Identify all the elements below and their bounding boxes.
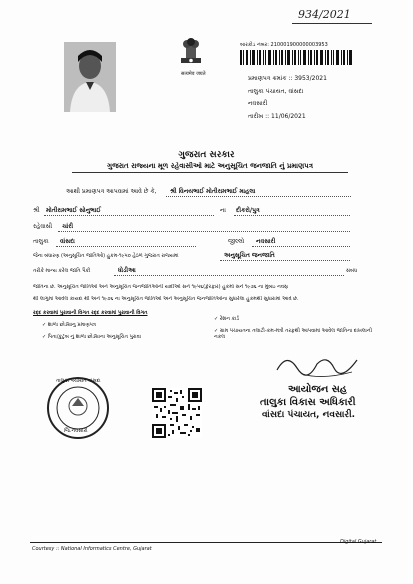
district-label: જીલ્લો (228, 238, 245, 245)
village-label: રહેવાસી (33, 223, 53, 230)
signature-line-2: તાલુકા વિકાસ અધિકારી (260, 397, 356, 408)
evidence-right-1: ✓ રેશન કાર્ડ (214, 316, 240, 322)
signature-line-1: આયોજન સહ (288, 384, 348, 395)
applicant-name: શ્રી વિનયભાઈ મોતીરામભાઈ માહલા (170, 188, 256, 195)
title-underline (72, 172, 348, 173)
taluka-label: તાલુકા (33, 238, 49, 245)
relation-line (234, 215, 350, 216)
relation-prefix: ના (220, 207, 226, 214)
category-value: અનુસૂચિત જનજાતિ (224, 252, 275, 259)
footer-right: Digital Gujarat (340, 539, 377, 545)
office-line-2: નવસારી (248, 100, 268, 107)
evidence-left-1: ✓ શાળા છોડ્યાનુ પ્રમાણપત્ર (42, 322, 97, 328)
father-prefix: શ્રી (33, 207, 40, 214)
village-line (58, 231, 350, 232)
tribe-label: તરીકે માન્ય કરેલ જાતિ પૈકી (33, 268, 91, 274)
seal-ring-text: તાલુકા પંચાયત વાંસદા (56, 378, 101, 384)
paragraph-line-1: જાતિના છે. અનુસૂચિત જાતિઓ અને અનુસૂચિત જનજાતિઓની યાદીઓ સને ૧૯૫૬(ફ઼ેરફાર) હુકમો સને ૧૯૭૬ ના મુંબઇ નવસ્ર (33, 284, 288, 290)
seal-center-text: જિ.નવસારી (64, 428, 88, 434)
gov-name: ગુજરાત સરકાર (178, 150, 235, 160)
village-value: ચાંરી (62, 223, 74, 230)
certificate-title: ગુજરાત રાજ્યના મૂળ રહેવાસીઓ માટે અનુસૂચિત જનજાતિ નું પ્રમાણપત્ર (106, 162, 314, 170)
barcode-number: બારકોડ નંબર: 210001900000003953 (240, 42, 328, 48)
tribe-line (114, 275, 344, 276)
relation-value: દીકરો/પુત્ર (236, 207, 260, 214)
certify-prefix: આથી પ્રમાણપત્ર આપવામાં આવે છે કે, (66, 188, 157, 195)
evidence-right-2: ✓ ગ્રામ પંચાયતના તલાટી-કમ-મંત્રી તરફથી આપવામાં આવેલ જાતિના દાખલાની નકલ (214, 328, 373, 340)
category-line (220, 260, 350, 261)
qr-code (152, 388, 202, 438)
district-line (252, 246, 350, 247)
emblem-caption: सत्यमेव जयते (181, 71, 206, 77)
handwritten-number: 934/2021 (298, 8, 351, 21)
father-name: મોતીરામભાઈ સોનુભાઈ (46, 207, 101, 214)
applicant-photo (64, 42, 116, 112)
footer-divider (30, 542, 382, 543)
paragraph-line-2: થી લાગુમાં આવેલ કાયદા થી અને ૧૯૭૬ ના અનુસૂચિત જાતિઓ અને અનુસૂચિત જનજાતિઓના સુધારેલા હુકમથી સુધારામાં આવે છે. (33, 296, 299, 302)
office-line-1: તાલુકા પંચાયત, વાંસદા (248, 88, 304, 95)
certificate-number: પ્રમાણપત્ર ક્રમાંક :: 3953/2021 (248, 75, 327, 82)
taluka-line (56, 246, 196, 247)
father-name-line (44, 215, 214, 216)
tribe-value: ધોડીઆ (118, 267, 136, 274)
barcode (240, 50, 352, 65)
evidence-left-2: ✓ પિતા/કુટુંબ નું શાળા છોડ્યાના અનુસૂચિત પુરાવા (42, 334, 141, 340)
handwritten-underline (292, 23, 372, 24)
national-emblem (178, 36, 204, 70)
applicant-name-line (166, 196, 351, 197)
footer-left: Courtesy :: National Informatics Centre, Gujarat (32, 546, 152, 552)
taluka-value: વાંસદા (60, 238, 75, 245)
evidence-heading: રદ્દ કરવામાં પુરાવાની વિગત રદ્દ કરવામાં પુરાવાની વિગત (33, 310, 148, 316)
tribe-suffix: સંબંધ (346, 268, 358, 274)
district-value: નવસારી (256, 238, 276, 245)
signature-line-3: વાંસદા પંચાયત, નવસારી. (262, 410, 356, 420)
law-text: જેના બંધારણ (અનુસૂચિત જાતિઓ) હુકમ-૧૯૫૦ હેઠળ ગુજરાત રાજ્યમાં (33, 253, 179, 259)
issue-date: તારીખ :: 11/06/2021 (248, 113, 306, 120)
signature-scribble (272, 350, 367, 382)
